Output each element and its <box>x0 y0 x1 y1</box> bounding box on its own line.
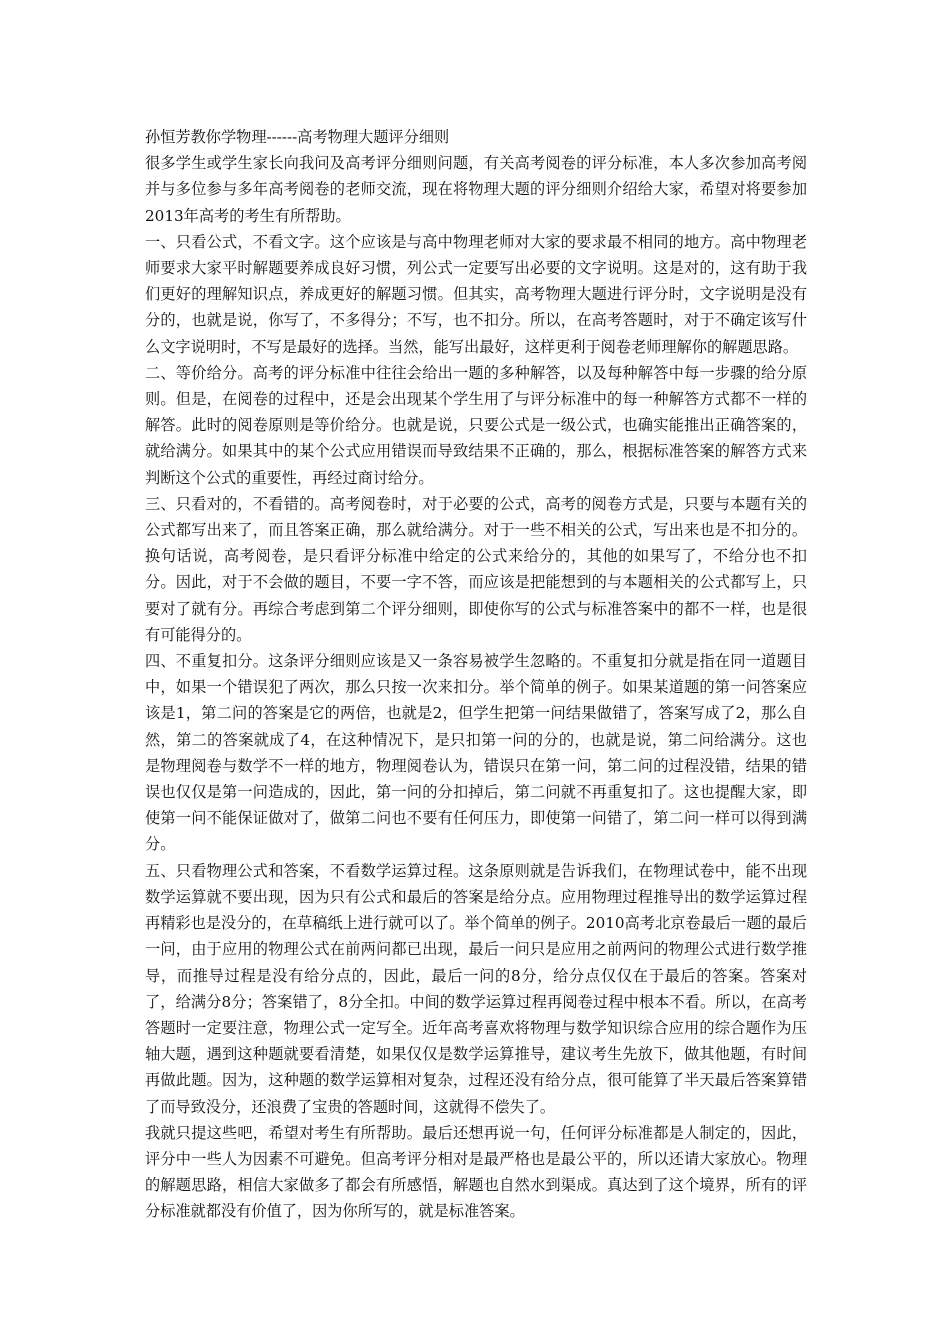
paragraph-rule-3: 三、只看对的，不看错的。高考阅卷时，对于必要的公式，高考的阅卷方式是，只要与本题有关的公式都写出来了，而且答案正确，那么就给满分。对于一些不相关的公式，写出来也是不扣分的。换句话说，高考阅卷，是只看评分标准中给定的公式来给分的，其他的如果写了，不给分也不扣分。因此，对于不会做的题目，不要一字不答，而应该是把能想到的与本题相关的公式都写上，只要对了就有分。再综合考虑到第二个评分细则，即使你写的公式与标准答案中的都不一样，也是很有可能得分的。 <box>145 494 807 644</box>
paragraph-rule-1: 一、只看公式，不看文字。这个应该是与高中物理老师对大家的要求最不相同的地方。高中物理老师要求大家平时解题要养成良好习惯，列公式一定要写出必要的文字说明。这是对的，这有助于我们更好的理解知识点，养成更好的解题习惯。但其实，高考物理大题进行评分时，文字说明是没有分的，也就是说，你写了，不多得分；不写，也不扣分。所以，在高考答题时，对于不确定该写什么文字说明时，不写是最好的选择。当然，能写出最好，这样更利于阅卷老师理解你的解题思路。 <box>145 232 807 356</box>
document-title: 孙恒芳教你学物理------高考物理大题评分细则 <box>145 128 450 146</box>
paragraph-rule-4: 四、不重复扣分。这条评分细则应该是又一条容易被学生忽略的。不重复扣分就是指在同一道题目中，如果一个错误犯了两次，那么只按一次来扣分。举个简单的例子。如果某道题的第一问答案应该是1，第二问的答案是它的两倍，也就是2，但学生把第一问结果做错了，答案写成了2，那么自然，第二的答案就成了4，在这种情况下，是只扣第一问的分的，也就是说，第二问给满分。这也是物理阅卷与数学不一样的地方，物理阅卷认为，错误只在第一问，第二问的过程没错，结果的错误也仅仅是第一问造成的，因此，第一问的分扣掉后，第二问就不再重复扣了。这也提醒大家，即使第一问不能保证做对了，做第二问也不要有任何压力，即使第一问错了，第二问一样可以得到满分。 <box>145 652 807 854</box>
document-page <box>145 124 807 1225</box>
paragraph-rule-5: 五、只看物理公式和答案，不看数学运算过程。这条原则就是告诉我们，在物理试卷中，能不出现数学运算就不要出现，因为只有公式和最后的答案是给分点。应用物理过程推导出的数学运算过程再精彩也是没分的，在草稿纸上进行就可以了。举个简单的例子。2010高考北京卷最后一题的最后一问，由于应用的物理公式在前两问都已出现，最后一问只是应用之前两问的物理公式进行数学推导，而推导过程是没有给分点的，因此，最后一问的8分，给分点仅仅在于最后的答案。答案对了，给满分8分；答案错了，8分全扣。中间的数学运算过程再阅卷过程中根本不看。所以，在高考答题时一定要注意，物理公式一定写全。近年高考喜欢将物理与数学知识综合应用的综合题作为压轴大题，遇到这种题就要看清楚，如果仅仅是数学运算推导，建议考生先放下，做其他题，有时间再做此题。因为，这种题的数学运算相对复杂，过程还没有给分点，很可能算了半天最后答案算错了而导致没分，还浪费了宝贵的答题时间，这就得不偿失了。 <box>145 861 807 1116</box>
paragraph-intro: 很多学生或学生家长向我问及高考评分细则问题，有关高考阅卷的评分标准，本人多次参加高考阅并与多位参与多年高考阅卷的老师交流，现在将物理大题的评分细则介绍给大家，希望对将要参加2013年高考的考生有所帮助。 <box>145 154 807 225</box>
paragraph-conclusion: 我就只提这些吧，希望对考生有所帮助。最后还想再说一句，任何评分标准都是人制定的，因此，评分中一些人为因素不可避免。但高考评分相对是最严格也是最公平的，所以还请大家放心。物理的解题思路，相信大家做多了都会有所感悟，解题也自然水到渠成。真达到了这个境界，所有的评分标准就都没有价值了，因为你所写的，就是标准答案。 <box>145 1123 807 1221</box>
paragraph-rule-2: 二、等价给分。高考的评分标准中往往会给出一题的多种解答，以及每种解答中每一步骤的给分原则。但是，在阅卷的过程中，还是会出现某个学生用了与评分标准中的每一种解答方式都不一样的解答。此时的阅卷原则是等价给分。也就是说，只要公式是一级公式，也确实能推出正确答案的，就给满分。如果其中的某个公式应用错误而导致结果不正确的，那么，根据标准答案的解答方式来判断这个公式的重要性，再经过商讨给分。 <box>145 363 807 487</box>
